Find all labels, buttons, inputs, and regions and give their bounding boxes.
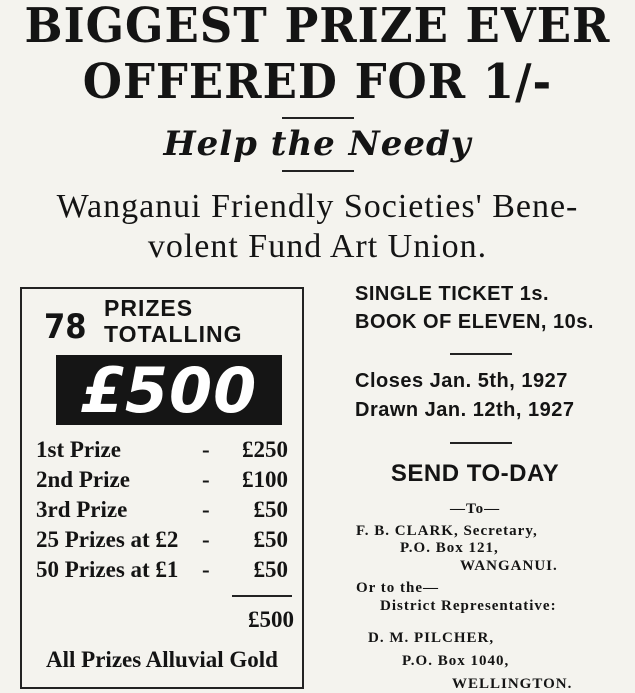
single-ticket-price: SINGLE TICKET 1s. [355, 283, 550, 305]
prize-box [20, 287, 304, 689]
draw-date: Drawn Jan. 12th, 1927 [355, 399, 575, 421]
prize-row [36, 437, 294, 465]
prize-row [36, 527, 294, 555]
secretary-city: WANGANUI. [460, 558, 558, 574]
sum-rule [232, 595, 292, 597]
rule-after-dates [450, 442, 512, 444]
prize-value: £50 [253, 497, 288, 522]
to-label: —To— [450, 501, 501, 517]
description-line-1: Wanganui Friendly Societies' Bene- [56, 188, 579, 225]
rep-box: P.O. Box 1040, [402, 653, 510, 669]
prize-sum: £500 [248, 607, 294, 632]
prize-dash: - [202, 557, 210, 582]
district-rep-title: District Representative: [380, 598, 557, 614]
secretary-box: P.O. Box 121, [400, 540, 499, 556]
headline-line-2: OFFERED FOR 1/- [82, 53, 553, 110]
prize-label: 3rd Prize [36, 497, 128, 522]
prizes-word: PRIZES [104, 295, 194, 321]
rule-after-prices [450, 353, 512, 355]
or-to-label: Or to the— [356, 580, 440, 596]
gold-note: All Prizes Alluvial Gold [46, 647, 278, 672]
rep-city: WELLINGTON. [452, 676, 573, 692]
prize-label: 2nd Prize [36, 467, 130, 492]
book-ticket-price: BOOK OF ELEVEN, 10s. [355, 311, 594, 333]
prize-label: 25 Prizes at £2 [36, 527, 179, 552]
prize-dash: - [202, 467, 210, 492]
description-line-2: volent Fund Art Union. [147, 228, 488, 265]
total-amount-banner: £500 [56, 355, 282, 425]
headline-line-1: BIGGEST PRIZE EVER [24, 0, 611, 54]
send-heading: SEND TO-DAY [390, 460, 560, 487]
subheadline: Help the Needy [163, 124, 472, 164]
prize-row [36, 467, 294, 495]
prize-value: £50 [253, 527, 288, 552]
rep-name: D. M. PILCHER, [368, 630, 495, 646]
prize-dash: - [202, 497, 210, 522]
prize-label: 50 Prizes at £1 [36, 557, 179, 582]
closing-date: Closes Jan. 5th, 1927 [355, 370, 568, 392]
prize-value: £250 [242, 437, 288, 462]
prize-dash: - [202, 437, 210, 462]
totalling-word: TOTALLING [104, 321, 243, 347]
prize-row [36, 557, 294, 585]
rule-below-subheadline [282, 170, 354, 172]
prize-row [36, 497, 294, 525]
secretary-name: F. B. CLARK, Secretary, [356, 523, 538, 539]
prize-dash: - [202, 527, 210, 552]
prize-count: 78 [44, 307, 87, 347]
prize-label: 1st Prize [36, 437, 121, 462]
rule-above-subheadline [282, 117, 354, 119]
prize-value: £100 [242, 467, 288, 492]
prize-value: £50 [253, 557, 288, 582]
